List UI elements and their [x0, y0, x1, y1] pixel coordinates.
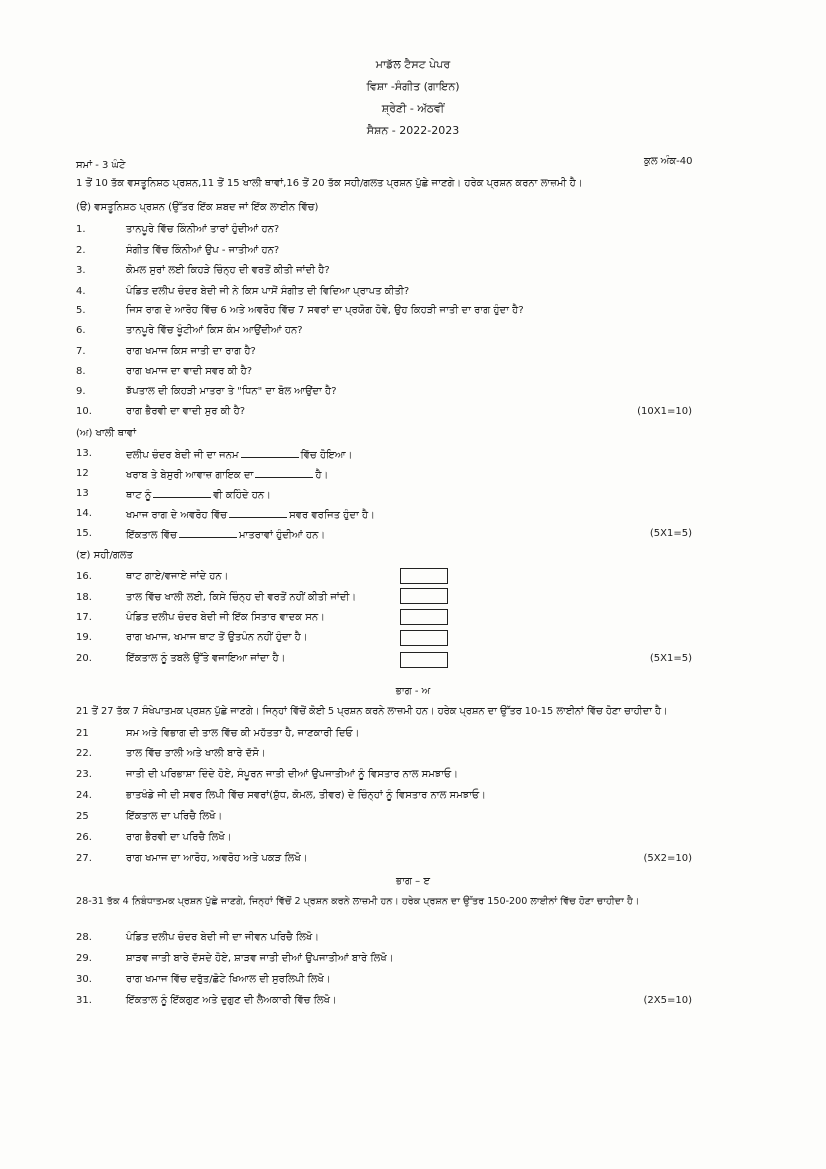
question-row	[0, 386, 826, 404]
question-row	[0, 995, 826, 1013]
main-instruction: 1 ਤੋਂ 10 ਤੱਕ ਵਸਤੂਨਿਸ਼ਠ ਪ੍ਰਸ਼ਨ,11 ਤੋਂ 15 ਖਾਲੀ ਥਾਵਾਂ,16 ਤੋਂ 20 ਤੱਕ ਸਹੀ/ਗਲਤ ਪ੍ਰਸ਼ਨ ਪੁੱਛੇ ਜਾਣਗੇ। ਹਰੇਕ ਪ੍ਰਸ਼ਨ ਕਰਨਾ ਲਾਜ਼ਮੀ ਹੈ।	[76, 178, 583, 189]
fill-blank	[229, 508, 287, 518]
question-number: 21	[76, 728, 89, 739]
part-c-heading: ਭਾਗ – ੲ	[396, 876, 430, 887]
question-row	[0, 305, 826, 323]
question-text: ਖਮਾਜ ਰਾਗ ਦੇ ਅਵਰੋਹ ਵਿੱਚ	[126, 510, 228, 521]
question-text: ਪੰਡਿਤ ਦਲੀਪ ਚੰਦਰ ਬੇਦੀ ਜੀ ਇੱਕ ਸਿਤਾਰ ਵਾਦਕ ਸਨ।	[126, 612, 325, 623]
question-number: 2.	[76, 245, 86, 256]
question-text: ਵਿੱਚ ਹੋਇਆ।	[300, 450, 353, 461]
question-number: 7.	[76, 346, 86, 357]
question-row	[0, 853, 826, 871]
section-b-heading: (ਅ) ਖਾਲੀ ਥਾਵਾਂ	[76, 428, 137, 439]
question-text: ਝੱਪਤਾਲ ਦੀ ਕਿਹੜੀ ਮਾਤਰਾ ਤੇ "ਧਿਨ" ਦਾ ਬੋਲ ਆਉਂਦਾ ਹੈ?	[126, 386, 337, 397]
question-text: ਪੰਡਿਤ ਦਲੀਪ ਚੰਦਰ ਬੇਦੀ ਜੀ ਨੇ ਕਿਸ ਪਾਸੋਂ ਸੰਗੀਤ ਦੀ ਵਿਦਿਆ ਪ੍ਰਾਪਤ ਕੀਤੀ?	[126, 286, 410, 297]
question-number: 5.	[76, 305, 86, 316]
question-number: 20.	[76, 653, 92, 664]
question-text: ਇੱਕਤਾਲ ਵਿੱਚ	[126, 530, 177, 541]
question-number: 24.	[76, 790, 92, 801]
fill-blank	[255, 468, 313, 478]
question-text: ਥਾਟ ਨੂੰ	[126, 490, 152, 501]
question-text: ਕੋਮਲ ਸੁਰਾਂ ਲਈ ਕਿਹੜੇ ਚਿੰਨ੍ਹ ਦੀ ਵਰਤੋਂ ਕੀਤੀ ਜਾਂਦੀ ਹੈ?	[126, 265, 330, 276]
question-number: 29.	[76, 953, 92, 964]
question-number: 26.	[76, 832, 92, 843]
question-number: 1.	[76, 224, 86, 235]
question-number: 18.	[76, 592, 92, 603]
question-text: ਜਿਸ ਰਾਗ ਦੇ ਆਰੋਹ ਵਿੱਚ 6 ਅਤੇ ਅਵਰੋਹ ਵਿੱਚ 7 ਸਵਰਾਂ ਦਾ ਪ੍ਰਯੋਗ ਹੋਵੇ, ਉਹ ਕਿਹੜੀ ਜਾਤੀ ਦਾ ਰਾਗ ਹੁੰਦਾ ਹੈ?	[126, 305, 524, 316]
question-number: 15.	[76, 528, 92, 539]
section-b-marks: (5X1=5)	[649, 528, 692, 539]
question-text: ਸੰਗੀਤ ਵਿੱਚ ਕਿੰਨੀਆਂ ਉਪ - ਜਾਤੀਆਂ ਹਨ?	[126, 245, 280, 256]
question-row	[0, 769, 826, 787]
question-row	[0, 932, 826, 950]
question-row	[0, 974, 826, 992]
question-row	[0, 265, 826, 283]
fill-blank	[153, 488, 211, 498]
question-row	[0, 528, 826, 546]
question-row	[0, 488, 826, 506]
part-b-heading: ਭਾਗ - ਅ	[395, 686, 431, 697]
question-row	[0, 448, 826, 466]
question-text: ਤਾਨਪੂਰੇ ਵਿੱਚ ਖੂੰਟੀਆਂ ਕਿਸ ਕੰਮ ਆਉਂਦੀਆਂ ਹਨ?	[126, 325, 303, 336]
question-text: ਇੱਕਤਾਲ ਦਾ ਪਰਿਚੈ ਲਿਖੋ।	[126, 811, 223, 822]
question-number: 25	[76, 811, 89, 822]
question-text: ਮਾਤਰਾਵਾਂ ਹੁੰਦੀਆਂ ਹਨ।	[238, 530, 326, 541]
question-text: ਸਮ ਅਤੇ ਵਿਭਾਗ ਦੀ ਤਾਲ ਵਿੱਚ ਕੀ ਮਹੱਤਤਾ ਹੈ, ਜਾਣਕਾਰੀ ਦਿਓ।	[126, 728, 360, 739]
question-row	[0, 832, 826, 850]
question-text: ਰਾਗ ਖਮਾਜ ਦਾ ਵਾਦੀ ਸਵਰ ਕੀ ਹੈ?	[126, 366, 253, 377]
question-row	[0, 811, 826, 829]
question-text: ਭਾਤਖੰਡੇ ਜੀ ਦੀ ਸਵਰ ਲਿਪੀ ਵਿੱਚ ਸਵਰਾਂ(ਸ਼ੁੱਧ, ਕੋਮਲ, ਤੀਵਰ) ਦੇ ਚਿੰਨ੍ਹਾਂ ਨੂੰ ਵਿਸਤਾਰ ਨਾਲ ਸਮਝਾਓ।	[126, 790, 486, 801]
question-row	[0, 790, 826, 808]
question-number: 28.	[76, 932, 92, 943]
question-text: ਰਾਗ ਖਮਾਜ ਦਾ ਆਰੋਹ, ਅਵਰੋਹ ਅਤੇ ਪਕੜ ਲਿਖੋ।	[126, 853, 308, 864]
question-number: 30.	[76, 974, 92, 985]
question-text: ਇੱਕਤਾਲ ਨੂੰ ਤਬਲੇ ਉੱਤੇ ਵਜਾਇਆ ਜਾਂਦਾ ਹੈ।	[126, 653, 286, 664]
answer-box[interactable]	[400, 568, 448, 584]
fill-blank	[241, 448, 299, 458]
question-text: ਵੀ ਕਹਿੰਦੇ ਹਨ।	[213, 490, 271, 501]
question-number: 8.	[76, 366, 86, 377]
part-b-instruction: 21 ਤੋਂ 27 ਤੱਕ 7 ਸੰਖੇਪਾਤਮਕ ਪ੍ਰਸ਼ਨ ਪੁੱਛੇ ਜਾਣਗੇ। ਜਿਨ੍ਹਾਂ ਵਿੱਚੋਂ ਕੋਈ 5 ਪ੍ਰਸ਼ਨ ਕਰਨੇ ਲਾਜ਼ਮੀ ਹਨ। ਹਰੇਕ ਪ੍ਰਸ਼ਨ ਦਾ ਉੱਤਰ 10-15 ਲਾਈਨਾਂ ਵਿੱਚ ਹੋਣਾ ਚਾਹੀਦਾ ਹੈ।	[76, 706, 668, 717]
question-row	[0, 366, 826, 384]
section-c-marks: (5X1=5)	[649, 653, 692, 664]
question-text: ਰਾਗ ਖਮਾਜ, ਖਮਾਜ ਥਾਟ ਤੋਂ ਉਤਪੰਨ ਨਹੀਂ ਹੁੰਦਾ ਹੈ।	[126, 632, 308, 643]
question-number: 14.	[76, 508, 92, 519]
part-b-marks: (5X2=10)	[643, 853, 692, 864]
question-number: 10.	[76, 406, 92, 417]
question-number: 12	[76, 468, 89, 479]
question-text: ਰਾਗ ਭੈਰਵੀ ਦਾ ਵਾਦੀ ਸੁਰ ਕੀ ਹੈ?	[126, 406, 246, 417]
question-row	[0, 728, 826, 746]
paper-title: ਮਾਡੱਲ ਟੈਸਟ ਪੇਪਰ	[375, 58, 451, 71]
time-allowed: ਸਮਾਂ - 3 ਘੰਟੇ	[76, 160, 126, 171]
question-text: ਥਾਟ ਗਾਏ/ਵਜਾਏ ਜਾਂਦੇ ਹਨ।	[126, 571, 229, 582]
question-number: 13.	[76, 448, 92, 459]
answer-box[interactable]	[400, 588, 448, 604]
question-row	[0, 468, 826, 486]
answer-box[interactable]	[400, 630, 448, 646]
question-row	[0, 406, 826, 424]
question-number: 27.	[76, 853, 92, 864]
question-number: 3.	[76, 265, 86, 276]
question-row	[0, 224, 826, 242]
question-number: 4.	[76, 286, 86, 297]
section-a-heading: (ੳ) ਵਸਤੂਨਿਸ਼ਠ ਪ੍ਰਸ਼ਨ (ਉੱਤਰ ਇੱਕ ਸ਼ਬਦ ਜਾਂ ਇੱਕ ਲਾਈਨ ਵਿੱਚ)	[76, 202, 319, 213]
question-number: 6.	[76, 325, 86, 336]
question-text: ਸ਼ਾੜਵ ਜਾਤੀ ਬਾਰੇ ਦੱਸਦੇ ਹੋਏ, ਸ਼ਾੜਵ ਜਾਤੀ ਦੀਆਂ ਉਪਜਾਤੀਆਂ ਬਾਰੇ ਲਿਖੋ।	[126, 953, 394, 964]
section-a-marks: (10X1=10)	[637, 406, 692, 417]
section-c-heading: (ੲ) ਸਹੀ/ਗਲਤ	[76, 550, 133, 561]
paper-class: ਸ਼੍ਰੇਣੀ - ਅੱਠਵੀਂ	[381, 102, 445, 115]
question-number: 23.	[76, 769, 92, 780]
question-row	[0, 346, 826, 364]
question-row	[0, 325, 826, 343]
question-text: ਦਲੀਪ ਚੰਦਰ ਬੇਦੀ ਜੀ ਦਾ ਜਨਮ	[126, 450, 239, 461]
question-number: 31.	[76, 995, 92, 1006]
question-text: ਰਾਗ ਭੈਰਵੀ ਦਾ ਪਰਿਚੈ ਲਿਖੋ।	[126, 832, 232, 843]
question-row	[0, 953, 826, 971]
part-c-marks: (2X5=10)	[643, 995, 692, 1006]
answer-box[interactable]	[400, 609, 448, 625]
question-text: ਹੈ।	[315, 470, 329, 481]
fill-blank	[179, 528, 237, 538]
question-text: ਸਵਰ ਵਰਜਿਤ ਹੁੰਦਾ ਹੈ।	[289, 510, 375, 521]
question-row	[0, 245, 826, 263]
question-number: 22.	[76, 748, 92, 759]
question-text: ਤਾਲ ਵਿੱਚ ਤਾਲੀ ਅਤੇ ਖਾਲੀ ਬਾਰੇ ਦੱਸੋ।	[126, 748, 266, 759]
question-number: 17.	[76, 612, 92, 623]
question-number: 9.	[76, 386, 86, 397]
question-text: ਤਾਲ ਵਿੱਚ ਖਾਲੀ ਲਈ, ਕਿਸੇ ਚਿੰਨ੍ਹ ਦੀ ਵਰਤੋਂ ਨਹੀਂ ਕੀਤੀ ਜਾਂਦੀ।	[126, 592, 357, 603]
question-number: 19.	[76, 632, 92, 643]
question-text: ਜਾਤੀ ਦੀ ਪਰਿਭਾਸ਼ਾ ਦਿੰਦੇ ਹੋਏ, ਸੰਪੂਰਨ ਜਾਤੀ ਦੀਆਂ ਉਪਜਾਤੀਆਂ ਨੂੰ ਵਿਸਤਾਰ ਨਾਲ ਸਮਝਾਓ।	[126, 769, 458, 780]
question-number: 13	[76, 488, 89, 499]
question-text: ਪੰਡਿਤ ਦਲੀਪ ਚੰਦਰ ਬੇਦੀ ਜੀ ਦਾ ਜੀਵਨ ਪਰਿਚੈ ਲਿਖੋ।	[126, 932, 320, 943]
question-text: ਰਾਗ ਖਮਾਜ ਵਿੱਚ ਦਰੁੱਤ/ਛੋਟੇ ਖਿਆਲ ਦੀ ਸੁਰਲਿਪੀ ਲਿਖੋ।	[126, 974, 331, 985]
question-text: ਖਰਾਬ ਤੇ ਬੇਸੁਰੀ ਆਵਾਜ਼ ਗਾਇਕ ਦਾ	[126, 470, 254, 481]
question-text: ਤਾਨਪੂਰੇ ਵਿੱਚ ਕਿੰਨੀਆਂ ਤਾਰਾਂ ਹੁੰਦੀਆਂ ਹਨ?	[126, 224, 280, 235]
question-row	[0, 286, 826, 304]
question-number: 16.	[76, 571, 92, 582]
question-text: ਇੱਕਤਾਲ ਨੂੰ ਇੱਕਗੁਣ ਅਤੇ ਦੁਗੁਣ ਦੀ ਲੈਅਕਾਰੀ ਵਿੱਚ ਲਿਖੋ।	[126, 995, 337, 1006]
paper-subject: ਵਿਸ਼ਾ -ਸੰਗੀਤ (ਗਾਇਨ)	[366, 80, 460, 93]
part-c-instruction: 28-31 ਤੱਕ 4 ਨਿਬੰਧਾਤਮਕ ਪ੍ਰਸ਼ਨ ਪੁੱਛੇ ਜਾਣਗੇ, ਜਿਨ੍ਹਾਂ ਵਿੱਚੋਂ 2 ਪ੍ਰਸ਼ਨ ਕਰਨੇ ਲਾਜ਼ਮੀ ਹਨ। ਹਰੇਕ ਪ੍ਰਸ਼ਨ ਦਾ ਉੱਤਰ 150-200 ਲਾਈਨਾਂ ਵਿੱਚ ਹੋਣਾ ਚਾਹੀਦਾ ਹੈ।	[76, 896, 640, 907]
total-marks: ਕੁਲ ਅੰਕ-40	[644, 156, 693, 167]
answer-box[interactable]	[400, 652, 448, 668]
paper-session: ਸੈਸ਼ਨ - 2022-2023	[366, 124, 460, 137]
question-text: ਰਾਗ ਖਮਾਜ ਕਿਸ ਜਾਤੀ ਦਾ ਰਾਗ ਹੈ?	[126, 346, 256, 357]
question-row	[0, 748, 826, 766]
question-row	[0, 508, 826, 526]
